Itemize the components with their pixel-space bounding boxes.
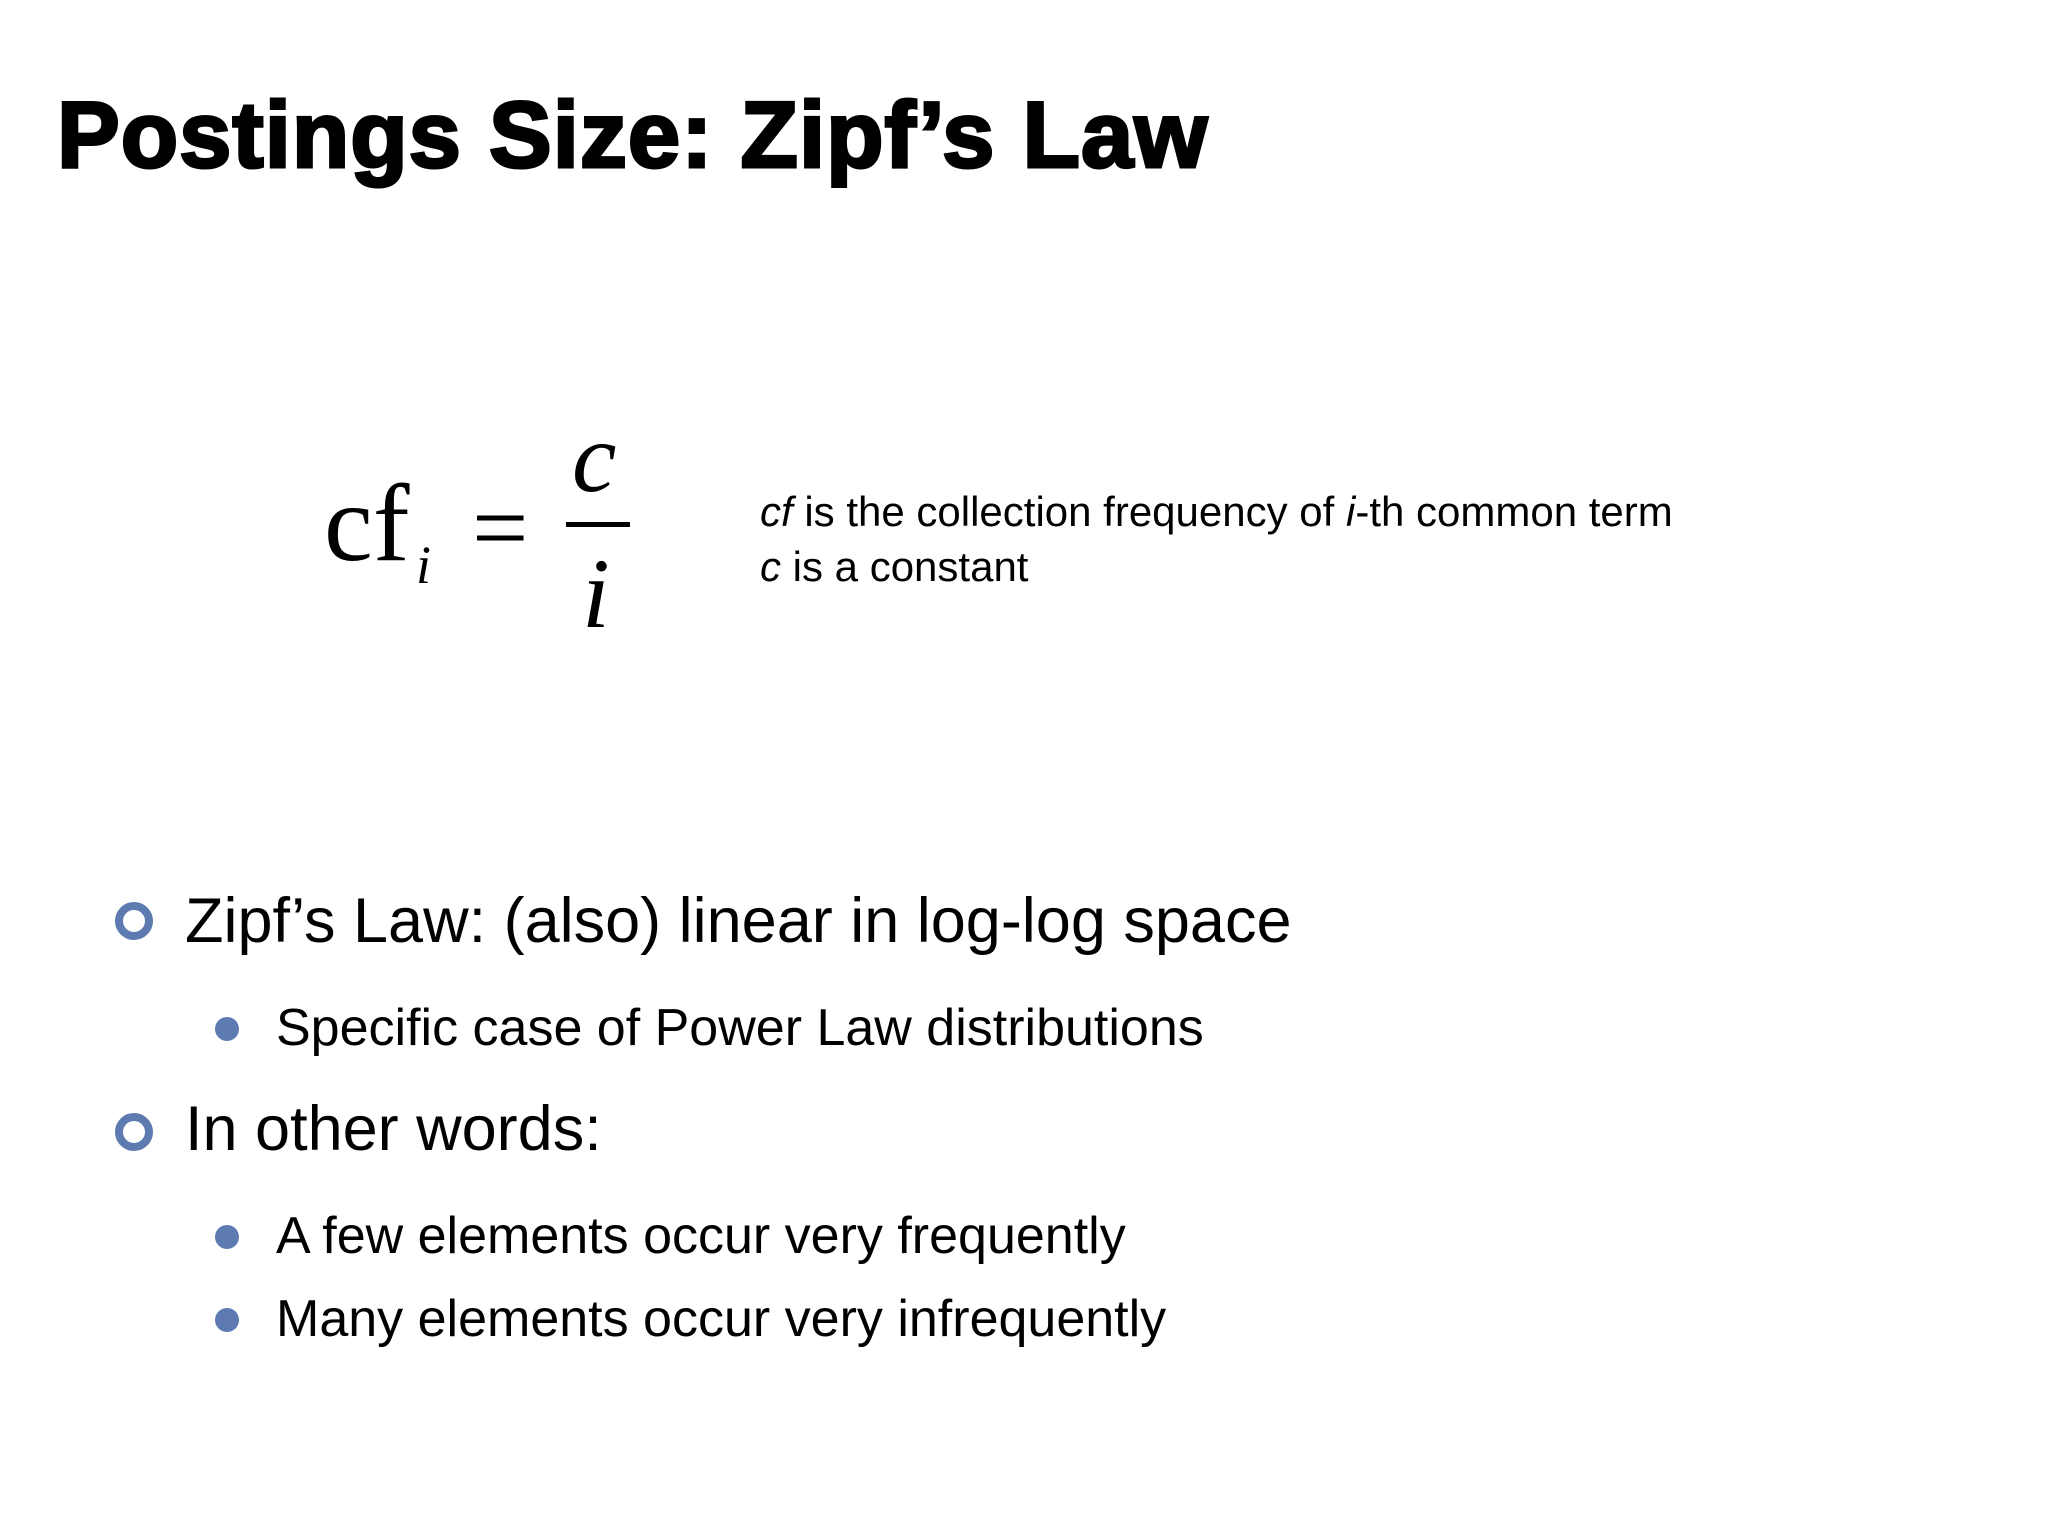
ring-bullet-icon [115,902,153,940]
explanation-text: is a constant [781,543,1029,590]
explanation-text: -th common term [1355,488,1673,535]
formula-denominator: i [582,538,610,649]
explanation-cf: cf [760,488,793,535]
formula-subscript: i [416,535,432,595]
fraction-bar [566,522,630,527]
explanation-line-1 [760,484,1673,539]
zipf-formula [320,402,650,660]
dot-bullet-icon [215,1225,239,1249]
sub-bullet-item: Specific case of Power Law distributions [276,999,1204,1057]
explanation-text: is the collection frequency of [792,488,1346,535]
bullet-item: In other words: [185,1094,602,1164]
bullet-item: Zipf’s Law: (also) linear in log-log space [185,886,1292,956]
slide-title: Postings Size: Zipf’s Law [57,82,1209,187]
dot-bullet-icon [215,1017,239,1041]
sub-bullet-item: Many elements occur very infrequently [276,1290,1167,1348]
formula-lhs: cf [324,462,410,584]
ring-bullet-icon [115,1113,153,1151]
explanation-i: i [1345,488,1356,535]
explanation-line-2 [760,539,1673,594]
formula-explanation [760,484,1673,594]
sub-bullet-item: A few elements occur very frequently [276,1207,1126,1265]
dot-bullet-icon [215,1308,239,1332]
formula-equals: = [472,472,529,583]
formula-numerator: c [572,402,617,513]
explanation-c: c [760,543,781,590]
